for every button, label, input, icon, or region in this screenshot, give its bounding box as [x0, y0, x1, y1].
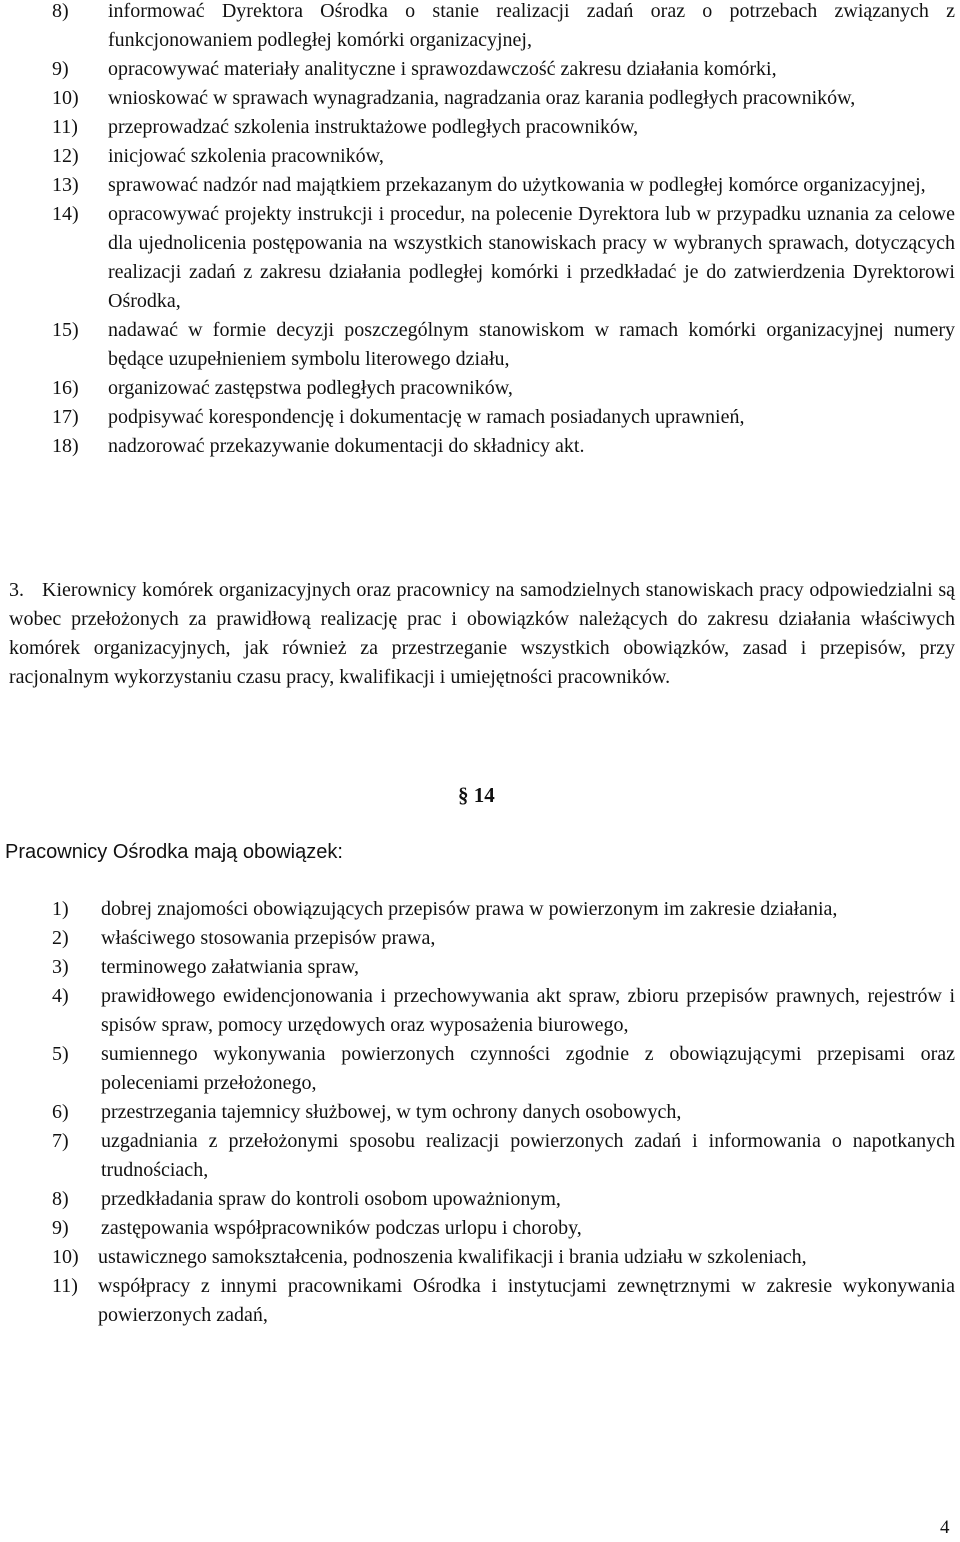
intro-line: Pracownicy Ośrodka mają obowiązek:: [5, 841, 343, 863]
item-number: 12): [52, 145, 79, 167]
section-heading: § 14: [458, 783, 495, 807]
list-item: [52, 142, 955, 171]
list-item: [52, 113, 955, 142]
item-number: 13): [52, 174, 79, 196]
list-item: [52, 1098, 955, 1127]
item-number: 2): [52, 927, 69, 949]
item-number: 3): [52, 956, 69, 978]
item-number: 11): [52, 116, 78, 138]
item-text: podpisywać korespondencję i dokumentację w ramach posiadanych uprawnień,: [108, 406, 745, 428]
list-item: [52, 84, 955, 113]
item-text: nadzorować przekazywanie dokumentacji do składnicy akt.: [108, 435, 585, 457]
duties-list-top: [52, 0, 955, 461]
item-text: opracowywać materiały analityczne i sprawozdawczość zakresu działania komórki,: [108, 58, 777, 80]
item-text: terminowego załatwiania spraw,: [101, 956, 360, 978]
item-text: prawidłowego ewidencjonowania i przechowywania akt spraw, zbioru przepisów prawnych, rejestrów i spisów spraw, pomocy urzędowych oraz wyposażenia biurowego,: [101, 985, 955, 1036]
item-number: 9): [52, 1217, 69, 1239]
item-number: 6): [52, 1101, 69, 1123]
paragraph-number: 3.: [9, 579, 24, 601]
item-number: 8): [52, 0, 69, 22]
page-number: 4: [940, 1517, 950, 1538]
item-number: 14): [52, 203, 79, 225]
list-item: [52, 953, 955, 982]
item-number: 9): [52, 58, 69, 80]
item-number: 5): [52, 1043, 69, 1065]
item-number: 1): [52, 898, 69, 920]
item-number: 8): [52, 1188, 69, 1210]
paragraph-text: Kierownicy komórek organizacyjnych oraz pracownicy na samodzielnych stanowiskach pracy odpowiedzialni są wobec przełożonych za prawidłową realizację prac i obowiązków należących do zakresu działania właściwych komórek organizacyjnych, jak również za przestrzeganie wszystkich obowiązków, zasad i przepisów, przy racjonalnym wykorzystaniu czasu pracy, kwalifikacji i umiejętności pracowników.: [9, 579, 955, 688]
item-number: 16): [52, 377, 79, 399]
item-number: 17): [52, 406, 79, 428]
paragraph-point-3: [9, 576, 955, 692]
item-number: 15): [52, 319, 79, 341]
item-number: 10): [52, 87, 79, 109]
list-item: [52, 924, 955, 953]
list-item: [52, 1272, 955, 1330]
item-text: zastępowania współpracowników podczas urlopu i choroby,: [101, 1217, 582, 1239]
item-text: opracowywać projekty instrukcji i procedur, na polecenie Dyrektora lub w przypadku uznania za celowe dla ujednolicenia postępowania na wszystkich stanowiskach pracy w wybranych sprawach, dotyczących realizacji zadań z zakresu działania podległej komórki i przedkładać je do zatwierdzenia Dyrektorowi Ośrodka,: [108, 203, 955, 312]
item-text: informować Dyrektora Ośrodka o stanie realizacji zadań oraz o potrzebach związanych z funkcjonowaniem podległej komórki organizacyjnej,: [108, 0, 955, 51]
item-text: przedkładania spraw do kontroli osobom upoważnionym,: [101, 1188, 561, 1210]
item-text: właściwego stosowania przepisów prawa,: [101, 927, 436, 949]
list-item: [52, 171, 955, 200]
item-text: przeprowadzać szkolenia instruktażowe podległych pracowników,: [108, 116, 639, 138]
item-text: współpracy z innymi pracownikami Ośrodka i instytucjami zewnętrznymi w zakresie wykonywania powierzonych zadań,: [98, 1275, 955, 1326]
item-number: 7): [52, 1130, 69, 1152]
item-text: sprawować nadzór nad majątkiem przekazanym do użytkowania w podległej komórce organizacyjnej,: [108, 174, 926, 196]
list-item: [52, 1127, 955, 1185]
list-item: [52, 982, 955, 1040]
item-text: inicjować szkolenia pracowników,: [108, 145, 384, 167]
list-item: [52, 316, 955, 374]
item-text: organizować zastępstwa podległych pracowników,: [108, 377, 513, 399]
item-text: ustawicznego samokształcenia, podnoszenia kwalifikacji i brania udziału w szkoleniach,: [98, 1246, 807, 1268]
list-item: [52, 432, 955, 461]
item-text: sumiennego wykonywania powierzonych czynności zgodnie z obowiązującymi przepisami oraz poleceniami przełożonego,: [101, 1043, 955, 1094]
item-number: 4): [52, 985, 69, 1007]
list-item: [52, 1040, 955, 1098]
list-item: [52, 895, 955, 924]
list-item: [52, 374, 955, 403]
list-item: [52, 1243, 955, 1272]
list-item: [52, 1214, 955, 1243]
list-item: [52, 55, 955, 84]
list-item: [52, 200, 955, 316]
item-text: wnioskować w sprawach wynagradzania, nagradzania oraz karania podległych pracowników,: [108, 87, 856, 109]
list-item: [52, 0, 955, 55]
item-text: uzgadniania z przełożonymi sposobu realizacji powierzonych zadań i informowania o napotkanych trudnościach,: [101, 1130, 955, 1181]
item-text: przestrzegania tajemnicy służbowej, w tym ochrony danych osobowych,: [101, 1101, 682, 1123]
list-item: [52, 1185, 955, 1214]
item-number: 11): [52, 1275, 78, 1297]
duties-list-bottom: [52, 895, 955, 1330]
item-text: dobrej znajomości obowiązujących przepisów prawa w powierzonym im zakresie działania,: [101, 898, 838, 920]
item-number: 18): [52, 435, 79, 457]
item-number: 10): [52, 1246, 79, 1268]
item-text: nadawać w formie decyzji poszczególnym stanowiskom w ramach komórki organizacyjnej numery będące uzupełnieniem symbolu literowego działu,: [108, 319, 955, 370]
list-item: [52, 403, 955, 432]
